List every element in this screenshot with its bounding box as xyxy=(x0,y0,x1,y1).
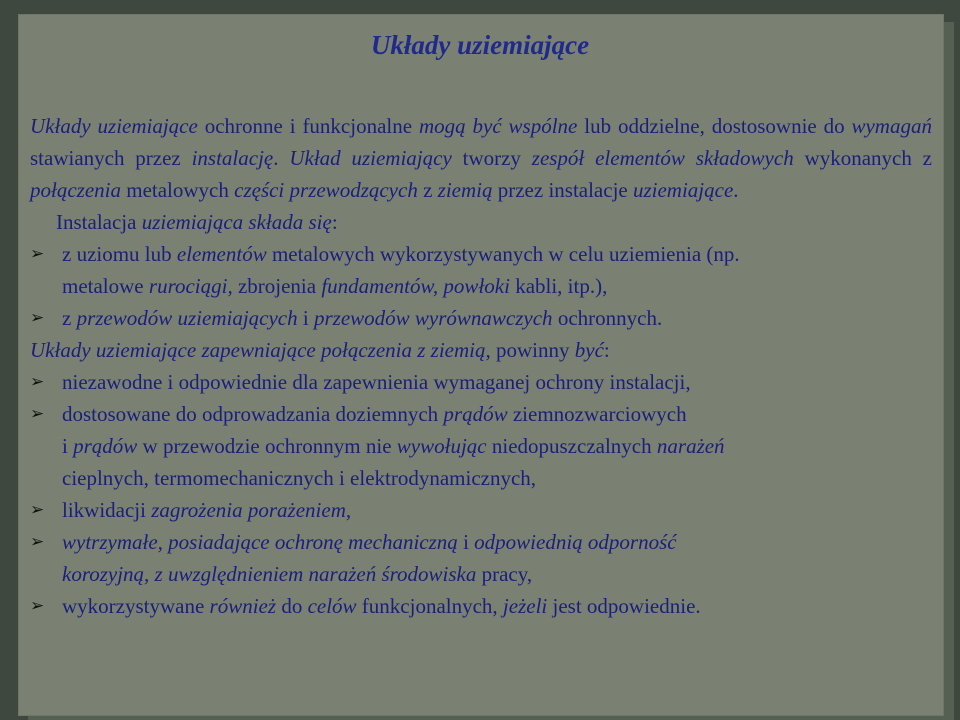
arrow-bullet-icon: ➢ xyxy=(30,404,45,424)
arrow-bullet-icon: ➢ xyxy=(30,596,45,616)
list-item: ➢ likwidacji zagrożenia porażeniem, xyxy=(30,494,932,526)
arrow-bullet-icon: ➢ xyxy=(30,244,45,264)
arrow-bullet-icon: ➢ xyxy=(30,532,45,552)
list-item: ➢ wykorzystywane również do celów funkcjonalnych, jeżeli jest odpowiednie. xyxy=(30,590,932,622)
list-item-continuation: korozyjną, z uwzględnieniem narażeń środowiska pracy, xyxy=(62,562,533,586)
list-item-continuation: i prądów w przewodzie ochronnym nie wywołując niedopuszczalnych narażeń xyxy=(62,434,725,458)
list-item: ➢ dostosowane do odprowadzania doziemnych prądów ziemnozwarciowych xyxy=(30,398,932,430)
list-item: ➢ z uziomu lub elementów metalowych wykorzystywanych w celu uziemienia (np. xyxy=(30,238,932,270)
list-item: ➢ niezawodne i odpowiednie dla zapewnienia wymaganej ochrony instalacji, xyxy=(30,366,932,398)
requirements-line: Układy uziemiające zapewniające połączenia z ziemią, powinny być: xyxy=(30,338,610,362)
composition-line: Instalacja uziemiająca składa się: xyxy=(56,210,338,234)
list-item: ➢ z przewodów uziemiających i przewodów wyrównawczych ochronnych. xyxy=(30,302,932,334)
list-item-continuation: cieplnych, termomechanicznych i elektrodynamicznych, xyxy=(62,466,537,490)
slide-title: Układy uziemiające xyxy=(370,30,590,60)
slide-content xyxy=(30,110,932,622)
list-item-continuation: metalowe rurociągi, zbrojenia fundamentów, powłoki kabli, itp.), xyxy=(62,274,608,298)
arrow-bullet-icon: ➢ xyxy=(30,308,45,328)
arrow-bullet-icon: ➢ xyxy=(30,372,45,392)
list-item: ➢ wytrzymałe, posiadające ochronę mechaniczną i odpowiednią odporność xyxy=(30,526,932,558)
intro-paragraph: Układy uziemiające ochronne i funkcjonalne mogą być wspólne lub oddzielne, dostosownie do wymagań stawianych przez instalację. Układ uziemiający tworzy zespół elementów składowych wykonanych z połączenia metalowych części przewodzących z ziemią przez instalacje uziemiające. xyxy=(30,114,932,202)
arrow-bullet-icon: ➢ xyxy=(30,500,45,520)
